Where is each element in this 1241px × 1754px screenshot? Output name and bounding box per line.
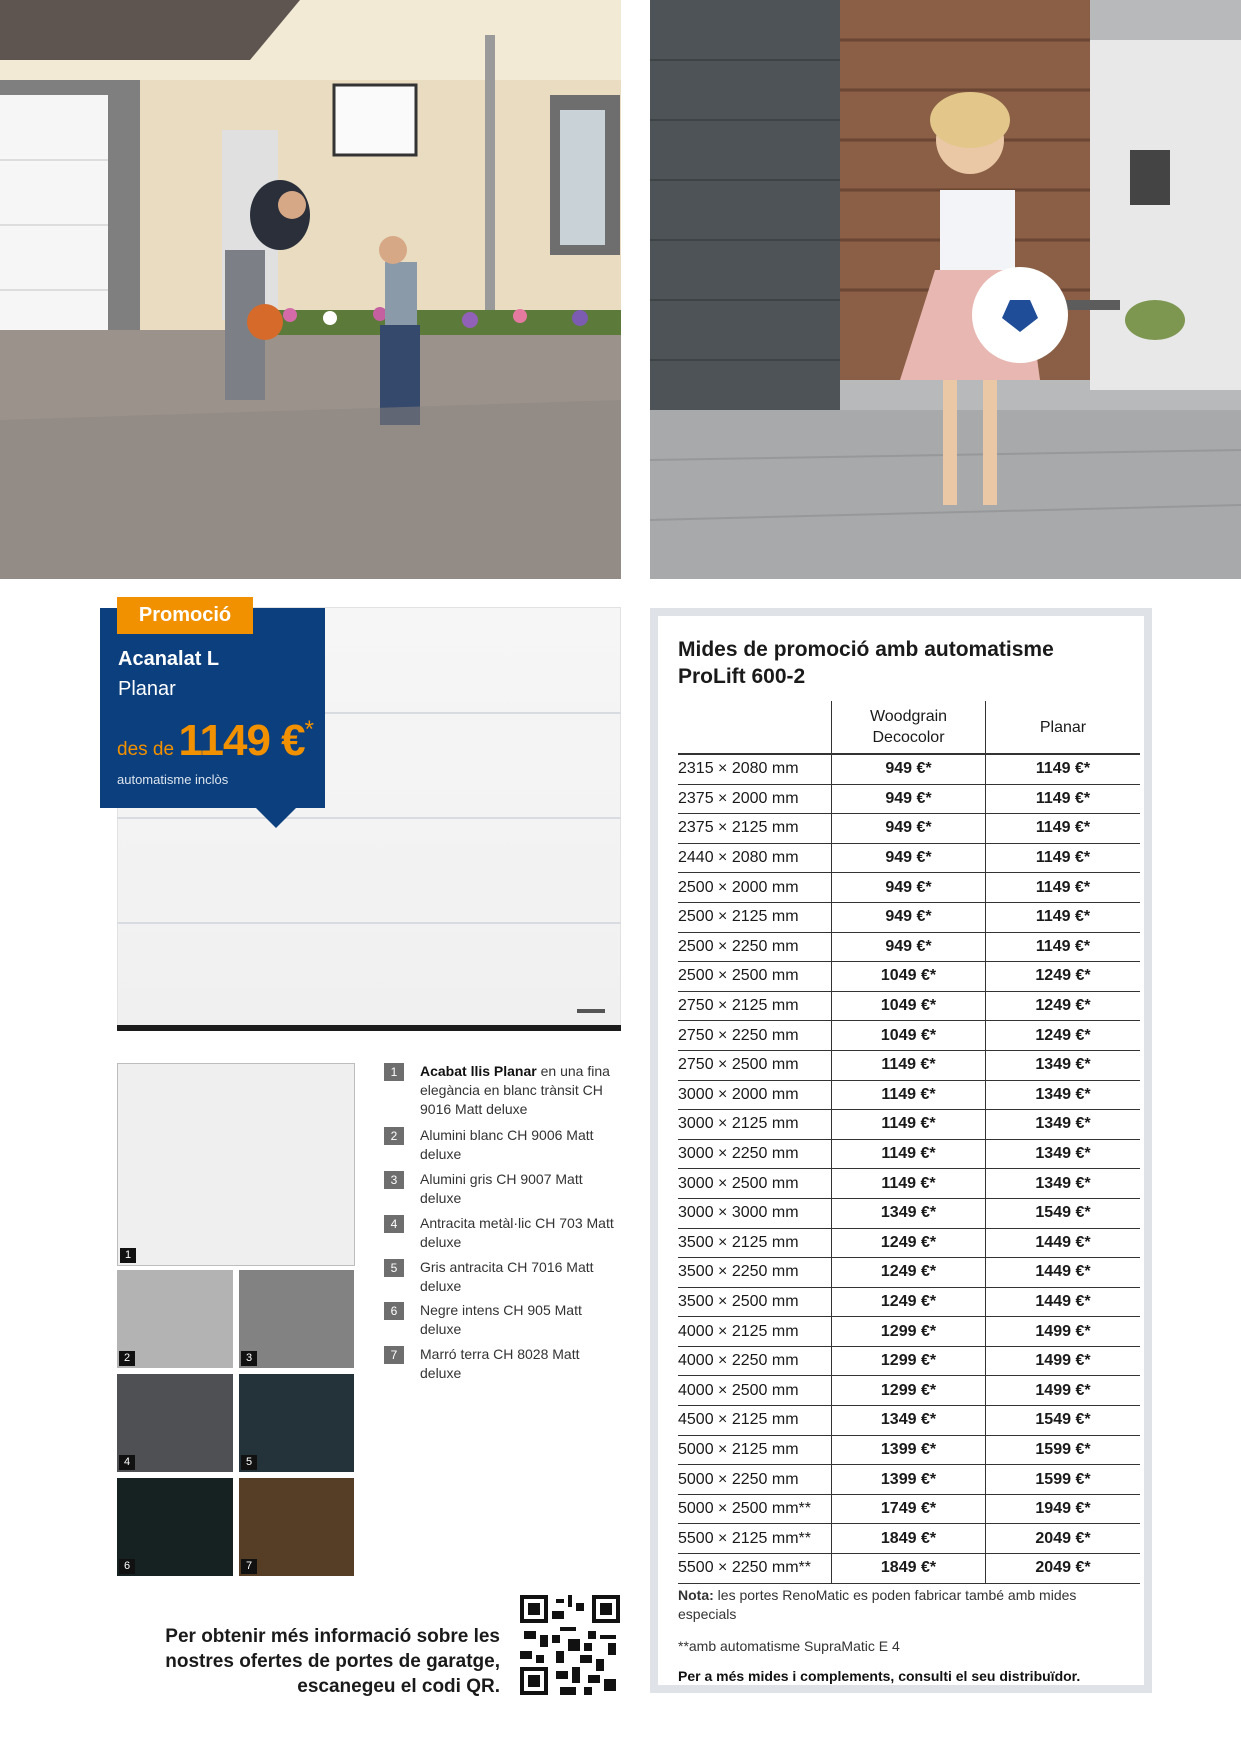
woodgrain-price-cell: 1749 €* <box>832 1494 986 1524</box>
promo-tag: Promoció <box>117 597 253 634</box>
legend-item-6 <box>384 1301 624 1339</box>
planar-price-cell: 1349 €* <box>986 1080 1141 1110</box>
planar-price-cell: 1149 €* <box>986 902 1141 932</box>
table-row <box>678 1287 1140 1317</box>
price-table <box>678 701 1140 1584</box>
size-cell: 2500 × 2000 mm <box>678 873 832 903</box>
swatch-number: 6 <box>119 1559 135 1574</box>
legend-item-1 <box>384 1062 624 1119</box>
swatch-3 <box>239 1270 354 1368</box>
qr-code[interactable] <box>520 1595 620 1695</box>
planar-price-cell: 1149 €* <box>986 754 1141 784</box>
col-header-size <box>678 701 832 754</box>
table-note <box>678 1586 1138 1624</box>
woodgrain-price-cell: 949 €* <box>832 932 986 962</box>
table-row <box>678 754 1140 784</box>
photo-girl-ball <box>650 0 1241 579</box>
legend-item-2 <box>384 1126 624 1164</box>
woodgrain-price-cell: 1299 €* <box>832 1346 986 1376</box>
size-cell: 4500 × 2125 mm <box>678 1406 832 1436</box>
promo-variant: Planar <box>118 678 176 700</box>
swatch-number: 4 <box>119 1455 135 1470</box>
size-cell: 5500 × 2125 mm** <box>678 1524 832 1554</box>
table-row <box>678 1435 1140 1465</box>
woodgrain-price-cell: 949 €* <box>832 902 986 932</box>
legend-number: 5 <box>384 1259 404 1277</box>
promo-price: 1149 € <box>178 716 305 765</box>
planar-price-cell: 1599 €* <box>986 1435 1141 1465</box>
size-cell: 3000 × 2000 mm <box>678 1080 832 1110</box>
planar-price-cell: 1349 €* <box>986 1110 1141 1140</box>
col-header-planar: Planar <box>986 701 1141 754</box>
legend-number: 3 <box>384 1171 404 1189</box>
woodgrain-price-cell: 949 €* <box>832 873 986 903</box>
promo-name: Acanalat L <box>118 648 220 670</box>
size-cell: 3000 × 3000 mm <box>678 1198 832 1228</box>
table-row <box>678 1465 1140 1495</box>
size-cell: 5000 × 2250 mm <box>678 1465 832 1495</box>
legend-item-5 <box>384 1258 624 1296</box>
planar-price-cell: 1449 €* <box>986 1287 1141 1317</box>
table-row <box>678 1228 1140 1258</box>
legend-item-3 <box>384 1170 624 1208</box>
legend-item-7 <box>384 1345 624 1383</box>
swatch-1 <box>117 1063 355 1266</box>
table-row <box>678 1258 1140 1288</box>
table-row <box>678 1317 1140 1347</box>
woodgrain-price-cell: 1149 €* <box>832 1110 986 1140</box>
planar-price-cell: 1549 €* <box>986 1198 1141 1228</box>
size-cell: 3500 × 2125 mm <box>678 1228 832 1258</box>
table-row <box>678 962 1140 992</box>
table-row <box>678 1139 1140 1169</box>
size-cell: 5500 × 2250 mm** <box>678 1554 832 1584</box>
planar-price-cell: 1149 €* <box>986 843 1141 873</box>
planar-price-cell: 1149 €* <box>986 932 1141 962</box>
legend-text: Negre intens CH 905 Matt deluxe <box>420 1302 582 1337</box>
planar-price-cell: 1949 €* <box>986 1494 1141 1524</box>
swatch-number: 5 <box>241 1455 257 1470</box>
woodgrain-price-cell: 1349 €* <box>832 1406 986 1436</box>
woodgrain-price-cell: 1249 €* <box>832 1228 986 1258</box>
size-cell: 2315 × 2080 mm <box>678 754 832 784</box>
table-row <box>678 843 1140 873</box>
legend-number: 1 <box>384 1063 404 1081</box>
legend-item-4 <box>384 1214 624 1252</box>
planar-price-cell: 2049 €* <box>986 1524 1141 1554</box>
planar-price-cell: 1149 €* <box>986 814 1141 844</box>
size-cell: 3000 × 2250 mm <box>678 1139 832 1169</box>
woodgrain-price-cell: 1149 €* <box>832 1050 986 1080</box>
woodgrain-price-cell: 1049 €* <box>832 1021 986 1051</box>
planar-price-cell: 1149 €* <box>986 873 1141 903</box>
promo-asterisk: * <box>304 716 314 743</box>
woodgrain-price-cell: 1149 €* <box>832 1139 986 1169</box>
size-cell: 4000 × 2250 mm <box>678 1346 832 1376</box>
table-row <box>678 873 1140 903</box>
planar-price-cell: 1249 €* <box>986 962 1141 992</box>
woodgrain-price-cell: 949 €* <box>832 843 986 873</box>
size-cell: 2375 × 2000 mm <box>678 784 832 814</box>
table-row <box>678 1110 1140 1140</box>
planar-price-cell: 1349 €* <box>986 1169 1141 1199</box>
note-label: Nota: <box>678 1587 714 1603</box>
legend-text: Alumini blanc CH 9006 Matt deluxe <box>420 1127 594 1162</box>
planar-price-cell: 1499 €* <box>986 1346 1141 1376</box>
woodgrain-price-cell: 1149 €* <box>832 1169 986 1199</box>
woodgrain-price-cell: 1849 €* <box>832 1524 986 1554</box>
table-row <box>678 1198 1140 1228</box>
planar-price-cell: 1149 €* <box>986 784 1141 814</box>
woodgrain-price-cell: 949 €* <box>832 814 986 844</box>
table-row <box>678 1169 1140 1199</box>
promo-price-row <box>117 716 314 766</box>
size-cell: 2750 × 2500 mm <box>678 1050 832 1080</box>
woodgrain-price-cell: 1399 €* <box>832 1465 986 1495</box>
planar-price-cell: 1449 €* <box>986 1228 1141 1258</box>
woodgrain-price-cell: 1849 €* <box>832 1554 986 1584</box>
swatch-number: 1 <box>120 1248 136 1263</box>
promo-note: automatisme inclòs <box>117 772 229 787</box>
size-cell: 5000 × 2125 mm <box>678 1435 832 1465</box>
legend-text: Alumini gris CH 9007 Matt deluxe <box>420 1171 583 1206</box>
size-cell: 4000 × 2125 mm <box>678 1317 832 1347</box>
planar-price-cell: 1599 €* <box>986 1465 1141 1495</box>
size-cell: 2500 × 2250 mm <box>678 932 832 962</box>
table-row <box>678 1376 1140 1406</box>
table-title: Mides de promoció amb automatisme ProLift 600-2 <box>678 638 1054 688</box>
table-row <box>678 1406 1140 1436</box>
swatch-number: 3 <box>241 1351 257 1366</box>
woodgrain-price-cell: 1149 €* <box>832 1080 986 1110</box>
promo-box <box>100 608 325 808</box>
planar-price-cell: 1499 €* <box>986 1317 1141 1347</box>
table-row <box>678 1494 1140 1524</box>
table-footnote: **amb automatisme SupraMatic E 4 <box>678 1638 900 1654</box>
size-cell: 3000 × 2500 mm <box>678 1169 832 1199</box>
table-row <box>678 932 1140 962</box>
size-cell: 3500 × 2250 mm <box>678 1258 832 1288</box>
swatch-6 <box>117 1478 233 1576</box>
woodgrain-price-cell: 949 €* <box>832 784 986 814</box>
size-cell: 2750 × 2250 mm <box>678 1021 832 1051</box>
swatch-2 <box>117 1270 233 1368</box>
legend-text: Gris antracita CH 7016 Matt deluxe <box>420 1259 594 1294</box>
table-row <box>678 902 1140 932</box>
planar-price-cell: 1499 €* <box>986 1376 1141 1406</box>
woodgrain-price-cell: 1399 €* <box>832 1435 986 1465</box>
legend-number: 7 <box>384 1346 404 1364</box>
table-row <box>678 1346 1140 1376</box>
size-cell: 5000 × 2500 mm** <box>678 1494 832 1524</box>
woodgrain-price-cell: 1349 €* <box>832 1198 986 1228</box>
size-cell: 4000 × 2500 mm <box>678 1376 832 1406</box>
woodgrain-price-cell: 1299 €* <box>832 1376 986 1406</box>
planar-price-cell: 1349 €* <box>986 1050 1141 1080</box>
size-cell: 2440 × 2080 mm <box>678 843 832 873</box>
size-cell: 2500 × 2500 mm <box>678 962 832 992</box>
planar-price-cell: 2049 €* <box>986 1554 1141 1584</box>
price-table-panel <box>650 608 1152 1693</box>
planar-price-cell: 1349 €* <box>986 1139 1141 1169</box>
size-cell: 2750 × 2125 mm <box>678 991 832 1021</box>
swatch-7 <box>239 1478 354 1576</box>
table-row <box>678 1021 1140 1051</box>
swatch-4 <box>117 1374 233 1472</box>
planar-price-cell: 1249 €* <box>986 1021 1141 1051</box>
note-text: les portes RenoMatic es poden fabricar també amb mides especials <box>678 1587 1077 1622</box>
qr-info-text: Per obtenir més informació sobre les nostres ofertes de portes de garatge, escanegeu el codi QR. <box>165 1626 500 1697</box>
table-row <box>678 784 1140 814</box>
woodgrain-price-cell: 1049 €* <box>832 991 986 1021</box>
table-row <box>678 814 1140 844</box>
legend-text: Marró terra CH 8028 Matt deluxe <box>420 1346 580 1381</box>
swatch-number: 7 <box>241 1559 257 1574</box>
woodgrain-price-cell: 1249 €* <box>832 1287 986 1317</box>
swatch-number: 2 <box>119 1351 135 1366</box>
legend-number: 6 <box>384 1302 404 1320</box>
legend-text: Antracita metàl·lic CH 703 Matt deluxe <box>420 1215 614 1250</box>
size-cell: 2500 × 2125 mm <box>678 902 832 932</box>
woodgrain-price-cell: 1299 €* <box>832 1317 986 1347</box>
legend-number: 4 <box>384 1215 404 1233</box>
size-cell: 2375 × 2125 mm <box>678 814 832 844</box>
photo-basketball <box>0 0 621 579</box>
woodgrain-price-cell: 1249 €* <box>832 1258 986 1288</box>
size-cell: 3500 × 2500 mm <box>678 1287 832 1317</box>
table-cta: Per a més mides i complements, consulti el seu distribuïdor. <box>678 1668 1081 1684</box>
table-header-row <box>678 701 1140 754</box>
planar-price-cell: 1249 €* <box>986 991 1141 1021</box>
swatch-5 <box>239 1374 354 1472</box>
promo-price-prefix: des de <box>117 739 175 760</box>
table-row <box>678 1524 1140 1554</box>
planar-price-cell: 1449 €* <box>986 1258 1141 1288</box>
size-cell: 3000 × 2125 mm <box>678 1110 832 1140</box>
col-header-woodgrain: Woodgrain Decocolor <box>832 701 986 754</box>
table-row <box>678 1080 1140 1110</box>
legend-text: Acabat llis Planar en una fina elegància en blanc trànsit CH 9016 Matt deluxe <box>420 1063 610 1117</box>
planar-price-cell: 1549 €* <box>986 1406 1141 1436</box>
woodgrain-price-cell: 949 €* <box>832 754 986 784</box>
legend-number: 2 <box>384 1127 404 1145</box>
table-row <box>678 1050 1140 1080</box>
table-row <box>678 991 1140 1021</box>
table-row <box>678 1554 1140 1584</box>
woodgrain-price-cell: 1049 €* <box>832 962 986 992</box>
